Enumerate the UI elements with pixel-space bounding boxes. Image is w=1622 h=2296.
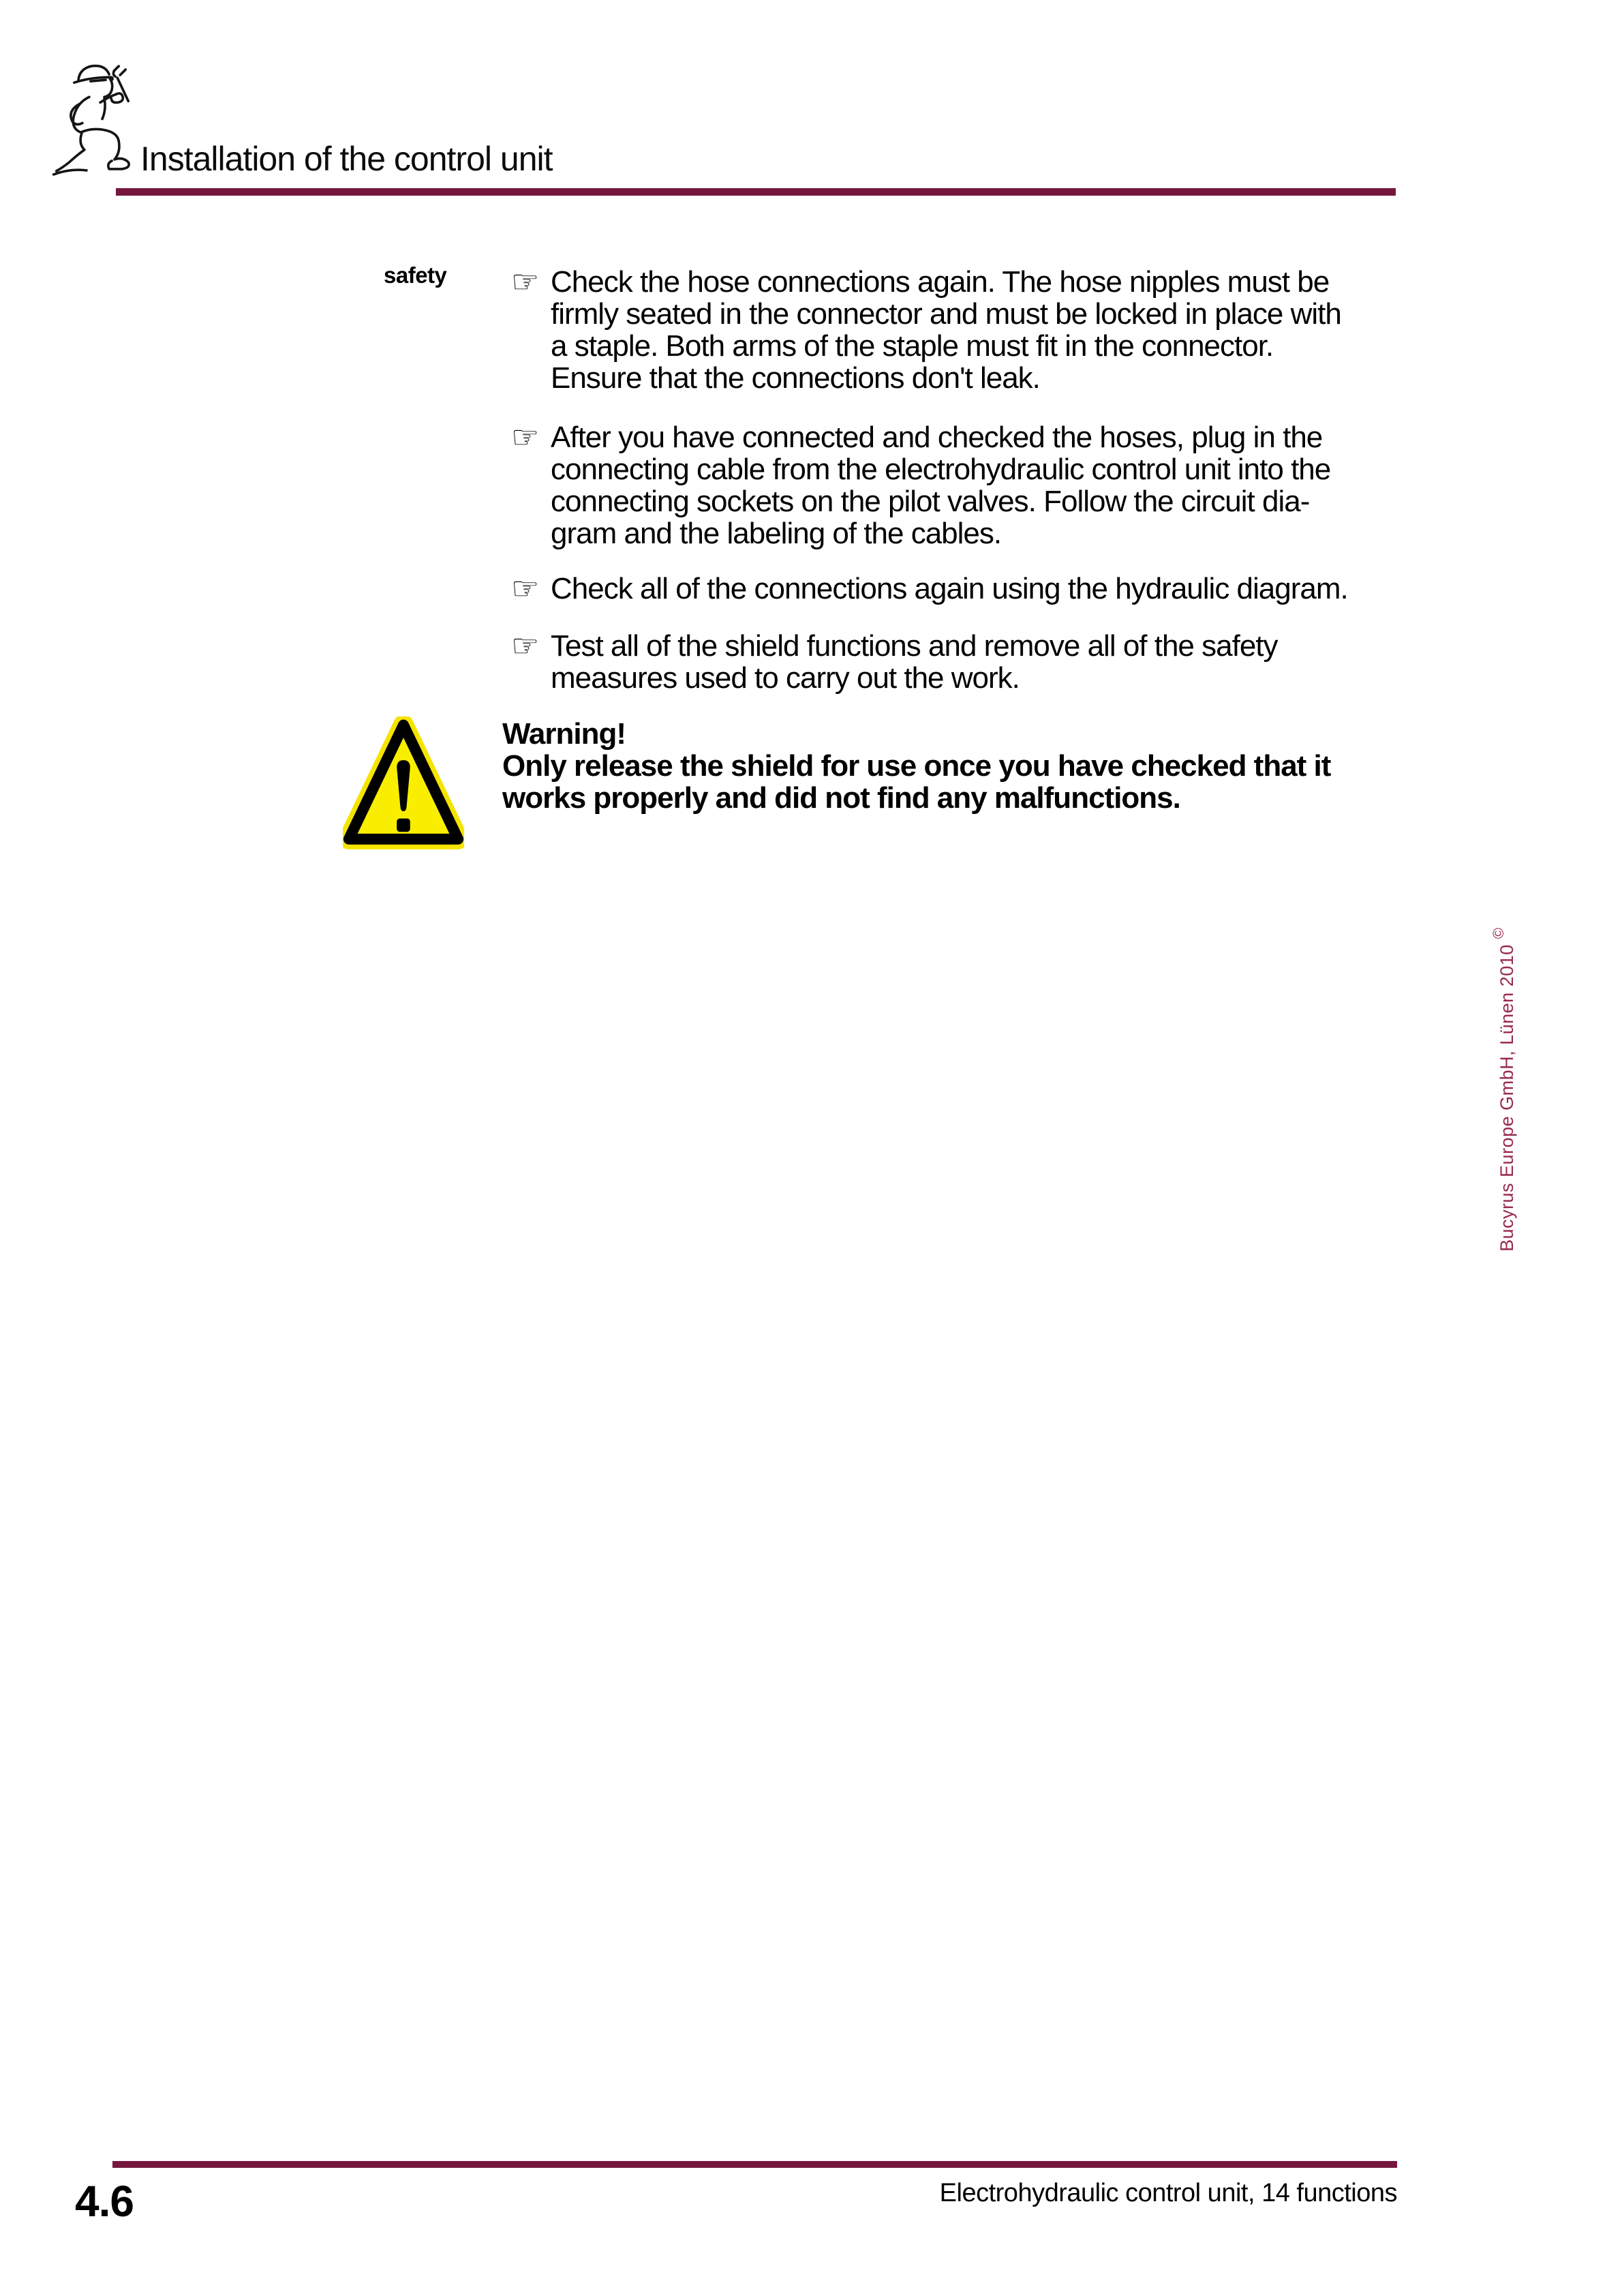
warning-line: Only release the shield for use once you have checked that it <box>502 749 1331 783</box>
instruction-item <box>511 421 1390 549</box>
footer-rule <box>112 2161 1397 2168</box>
header-rule <box>116 188 1396 196</box>
instruction-line: Check all of the connections again using the hydraulic diagram. <box>551 572 1348 605</box>
instruction-line: connecting cable from the electrohydraulic control unit into the <box>551 453 1331 486</box>
instruction-line: gram and the labeling of the cables. <box>551 517 1002 550</box>
warning-line: works properly and did not find any malfunctions. <box>502 781 1180 815</box>
instruction-line: firmly seated in the connector and must be locked in place with <box>551 297 1341 331</box>
footer-doc-title: Electrohydraulic control unit, 14 functions <box>939 2179 1397 2207</box>
pointing-hand-icon: ☞ <box>511 263 540 300</box>
pointing-hand-icon: ☞ <box>511 627 540 664</box>
warning-title: Warning! <box>502 717 626 751</box>
copyright-symbol: © <box>1490 927 1507 939</box>
instruction-line: a staple. Both arms of the staple must fit in the connector. <box>551 329 1274 363</box>
worker-with-wrench-icon <box>49 60 142 180</box>
page-number: 4.6 <box>75 2177 134 2226</box>
instruction-item <box>511 570 1390 607</box>
page-title: Installation of the control unit <box>140 140 553 178</box>
pointing-hand-icon: ☞ <box>511 419 540 455</box>
instruction-line: After you have connected and checked the hoses, plug in the <box>551 421 1323 454</box>
instruction-item <box>511 263 1390 395</box>
instruction-line: Test all of the shield functions and remove all of the safety <box>551 629 1278 663</box>
sidebar-credit <box>1490 928 1518 1252</box>
warning-block <box>502 718 1330 814</box>
warning-triangle-icon <box>343 716 464 850</box>
instruction-item <box>511 627 1390 695</box>
pointing-hand-icon: ☞ <box>511 570 540 607</box>
margin-label-safety: safety <box>384 262 447 288</box>
instruction-line: Check the hose connections again. The hose nipples must be <box>551 265 1330 299</box>
instruction-line: Ensure that the connections don't leak. <box>551 361 1040 395</box>
instruction-line: connecting sockets on the pilot valves. Follow the circuit dia- <box>551 485 1310 518</box>
sidebar-credit-text: Bucyrus Europe GmbH, Lünen 2010 <box>1497 944 1517 1252</box>
instruction-line: measures used to carry out the work. <box>551 661 1020 695</box>
